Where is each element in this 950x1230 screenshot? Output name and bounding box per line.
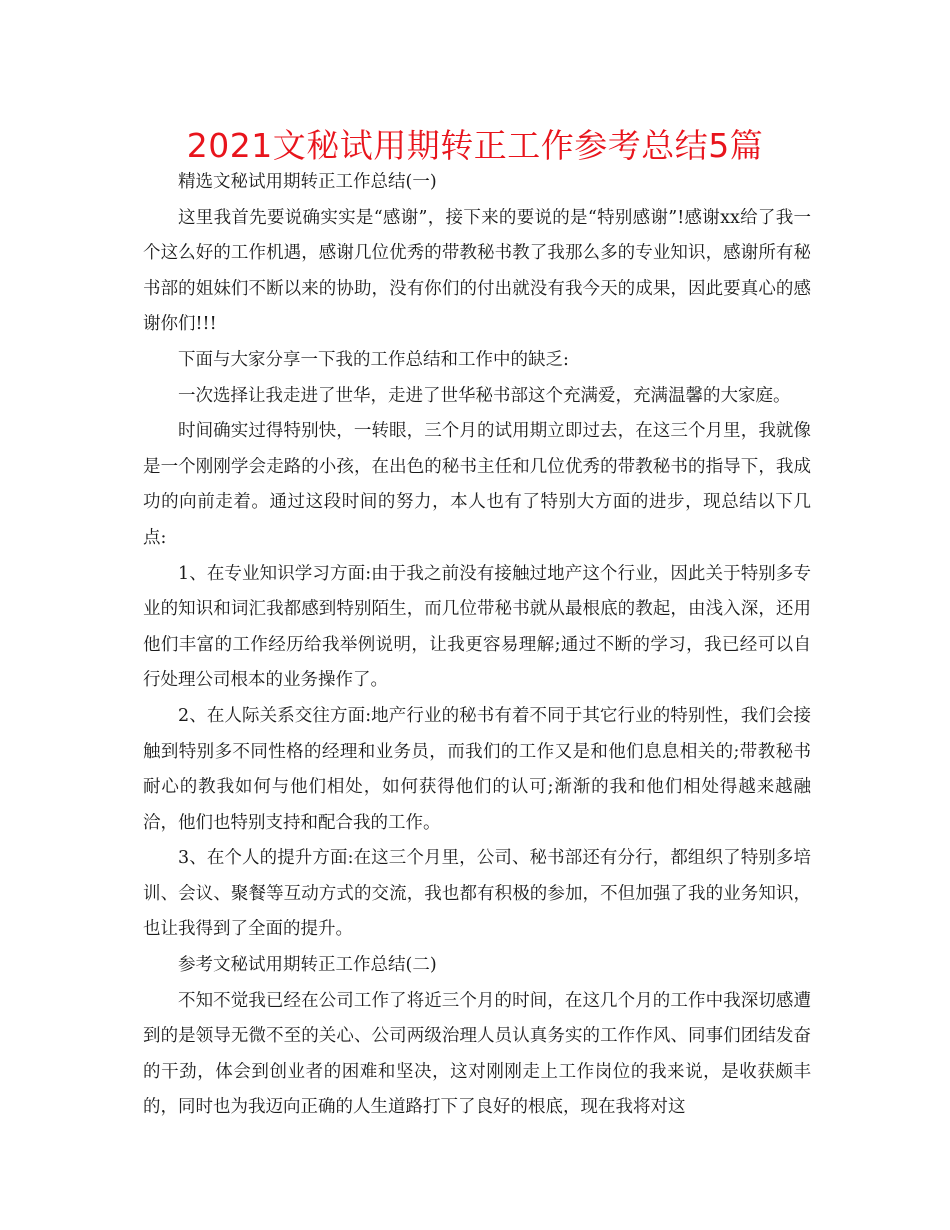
document-body [143,165,811,1126]
paragraph-summary-2: 不知不觉我已经在公司工作了将近三个月的时间，在这几个月的工作中我深切感遭到的是领导无微不至的关心、公司两级治理人员认真务实的工作作风、同事们团结发奋的干劲，体会到创业者的困难和坚决，这对刚刚走上工作岗位的我来说，是收获颇丰的，同时也为我迈向正确的人生道路打下了良好的根底，现在我将对这 [143,990,811,1118]
section-heading-1: 精选文秘试用期转正工作总结(一) [178,172,437,192]
document-title: 2021文秘试用期转正工作参考总结5篇 [186,126,764,165]
paragraph-point-1: 1、在专业知识学习方面:由于我之前没有接触过地产这个行业，因此关于特别多专业的知识和词汇我都感到特别陌生，而几位带秘书就从最根底的教起，由浅入深，还用他们丰富的工作经历给我举例说明，让我更容易理解;通过不断的学习，我已经可以自行处理公司根本的业务操作了。 [143,563,811,691]
paragraph-point-2: 2、在人际关系交往方面:地产行业的秘书有着不同于其它行业的特别性，我们会接触到特别多不同性格的经理和业务员，而我们的工作又是和他们息息相关的;带教秘书耐心的教我如何与他们相处，如何获得他们的认可;渐渐的我和他们相处得越来越融洽，他们也特别支持和配合我的工作。 [143,705,811,833]
paragraph-share-intro: 下面与大家分享一下我的工作总结和工作中的缺乏: [178,349,569,370]
section-heading-2: 参考文秘试用期转正工作总结(二) [178,955,437,976]
paragraph-point-3: 3、在个人的提升方面:在这三个月里，公司、秘书部还有分行，都组织了特别多培训、会议、聚餐等互动方式的交流，我也都有积极的参加，不但加强了我的业务知识，也让我得到了全面的提升。 [143,848,811,940]
paragraph-choice: 一次选择让我走进了世华，走进了世华秘书部这个充满爱，充满温馨的大家庭。 [178,385,791,406]
paragraph-thanks: 这里我首先要说确实实是“感谢”，接下来的要说的是“特别感谢”!感谢xx给了我一个这么好的工作机遇，感谢几位优秀的带教秘书教了我那么多的专业知识，感谢所有秘书部的姐妹们不断以来的协助，没有你们的付出就没有我今天的成果，因此要真心的感谢你们!!! [143,207,811,335]
paragraph-time: 时间确实过得特别快，一转眼，三个月的试用期立即过去，在这三个月里，我就像是一个刚刚学会走路的小孩，在出色的秘书主任和几位优秀的带教秘书的指导下，我成功的向前走着。通过这段时间的努力，本人也有了特别大方面的进步，现总结以下几点: [143,421,811,548]
